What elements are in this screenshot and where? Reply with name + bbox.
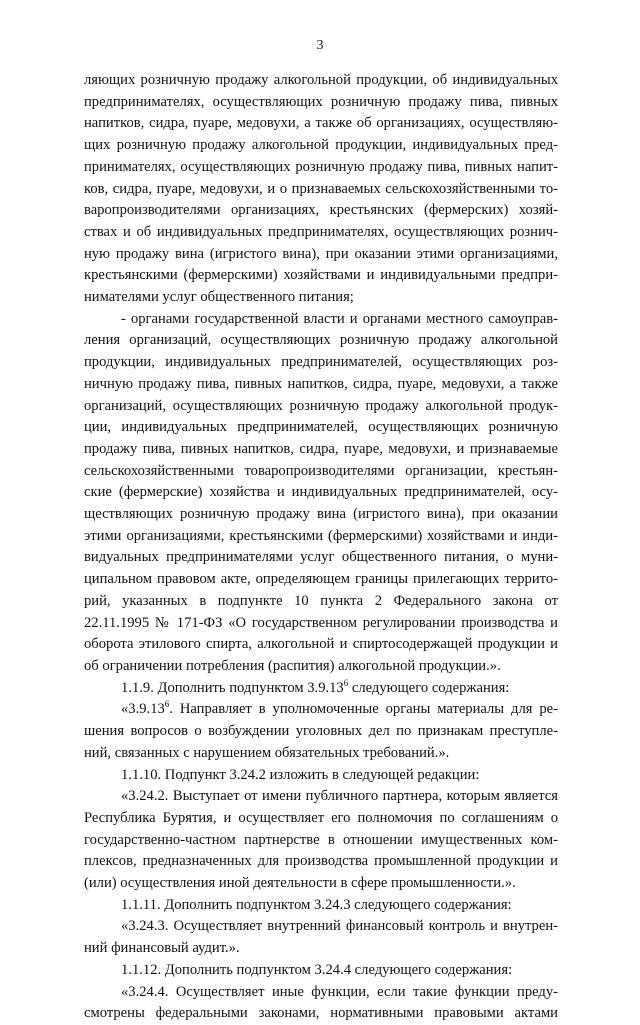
text-line: «3.9.13$^6$. Направляет в уполномоченные органы материалы для ре- [121, 699, 558, 718]
text-line: варопроизводителями организациях, крестьянских (фермерских) хозяй- [84, 202, 558, 219]
text-line: ний, связанных с нарушением обязательных требований.». [84, 744, 450, 761]
text-line: ний финансовый аудит.». [84, 940, 240, 957]
text-line: продажу пива, пивных напитков, сидра, пуаре, медовухи, и признаваемые [84, 440, 558, 457]
text-line: ские (фермерские) хозяйства и индивидуальных предпринимателей, осу- [84, 484, 558, 501]
text-line: продукции, индивидуальных предпринимателей, осуществляющих роз- [84, 354, 558, 371]
page-number: 3 [316, 38, 324, 53]
text-line: об ограничении потребления (распития) алкогольной продукции.». [84, 657, 501, 674]
text-line: 1.1.11. Дополнить подпунктом 3.24.3 следующего содержания: [121, 896, 512, 913]
text-line: «3.24.4. Осуществляет иные функции, если такие функции преду- [121, 983, 558, 1000]
document-body [84, 70, 558, 1025]
text-line: Республика Бурятия, и осуществляет его полномочия по соглашениям о [84, 809, 558, 826]
text-line: ную продажу вина (игристого вина), при оказании этими организациями, [84, 245, 558, 262]
text-line: ществляющих розничную продажу вина (игристого вина), при оказании [84, 506, 558, 523]
text-line: ствах и об индивидуальных предпринимателях, осуществляющих рознич- [84, 223, 558, 240]
text-line: 22.11.1995 № 171-ФЗ «О государственном регулировании производства и [84, 614, 558, 631]
text-line: (или) осуществления иной деятельности в сфере промышленности.». [84, 875, 516, 892]
text-line: сельскохозяйственными товаропроизводителями организации, крестьян- [84, 462, 558, 479]
text-line: ципальном правовом акте, определяющем границы прилегающих террито- [84, 571, 558, 588]
text-line: «3.24.2. Выступает от имени публичного партнера, которым является [121, 788, 558, 805]
text-line: ков, сидра, пуаре, медовухи, и о признаваемых сельскохозяйственными то- [84, 180, 558, 197]
text-line: видуальных предпринимателями услуг общественного питания, о муни- [84, 549, 558, 566]
text-line: шения вопросов о возбуждении уголовных дел по признакам преступле- [84, 723, 558, 740]
text-line: плексов, предназначенных для производства промышленной продукции и [84, 853, 558, 870]
text-line: оборота этилового спирта, алкогольной и спиртосодержащей продукции и [84, 636, 558, 653]
text-line: государственно-частном партнерстве в отношении имущественных ком- [84, 831, 558, 848]
text-line: ничную продажу пива, пивных напитков, сидра, пуаре, медовухи, а также [84, 375, 558, 392]
text-line: крестьянскими (фермерскими) хозяйствами и индивидуальными предпри- [84, 267, 558, 284]
text-line: нимателями услуг общественного питания; [84, 289, 354, 306]
text-line: ции, индивидуальных предпринимателей, осуществляющих розничную [84, 419, 558, 436]
text-line: предпринимателях, осуществляющих розничную продажу пива, пивных [84, 93, 558, 110]
text-line: щих розничную продажу алкогольной продукции, индивидуальных пред- [84, 137, 558, 154]
text-line: принимателях, осуществляющих розничную продажу пива, пивных напит- [84, 158, 558, 175]
text-line: рий, указанных в подпункте 10 пункта 2 Федерального закона от [84, 592, 558, 609]
text-line: 1.1.10. Подпункт 3.24.2 изложить в следующей редакции: [121, 766, 480, 783]
text-line: этими организациями, крестьянскими (фермерскими) хозяйствами и инди- [84, 527, 558, 544]
text-line: ляющих розничную продажу алкогольной продукции, об индивидуальных [84, 72, 558, 88]
text-line: 1.1.12. Дополнить подпунктом 3.24.4 следующего содержания: [121, 961, 513, 978]
text-line: 1.1.9. Дополнить подпунктом 3.9.13$^6$ следующего содержания: [121, 677, 510, 696]
text-line: ления организаций, осуществляющих розничную продажу алкогольной [84, 332, 558, 349]
text-line: «3.24.3. Осуществляет внутренний финансовый контроль и внутрен- [121, 918, 558, 935]
text-line: организаций, осуществляющих розничную продажу алкогольной продук- [84, 397, 558, 414]
text-line: напитков, сидра, пуаре, медовухи, а также об организациях, осуществляю- [84, 115, 558, 132]
text-line: - органами государственной власти и органами местного самоуправ- [121, 310, 558, 327]
text-line: смотрены федеральными законами, нормативными правовыми актами [84, 1005, 558, 1022]
